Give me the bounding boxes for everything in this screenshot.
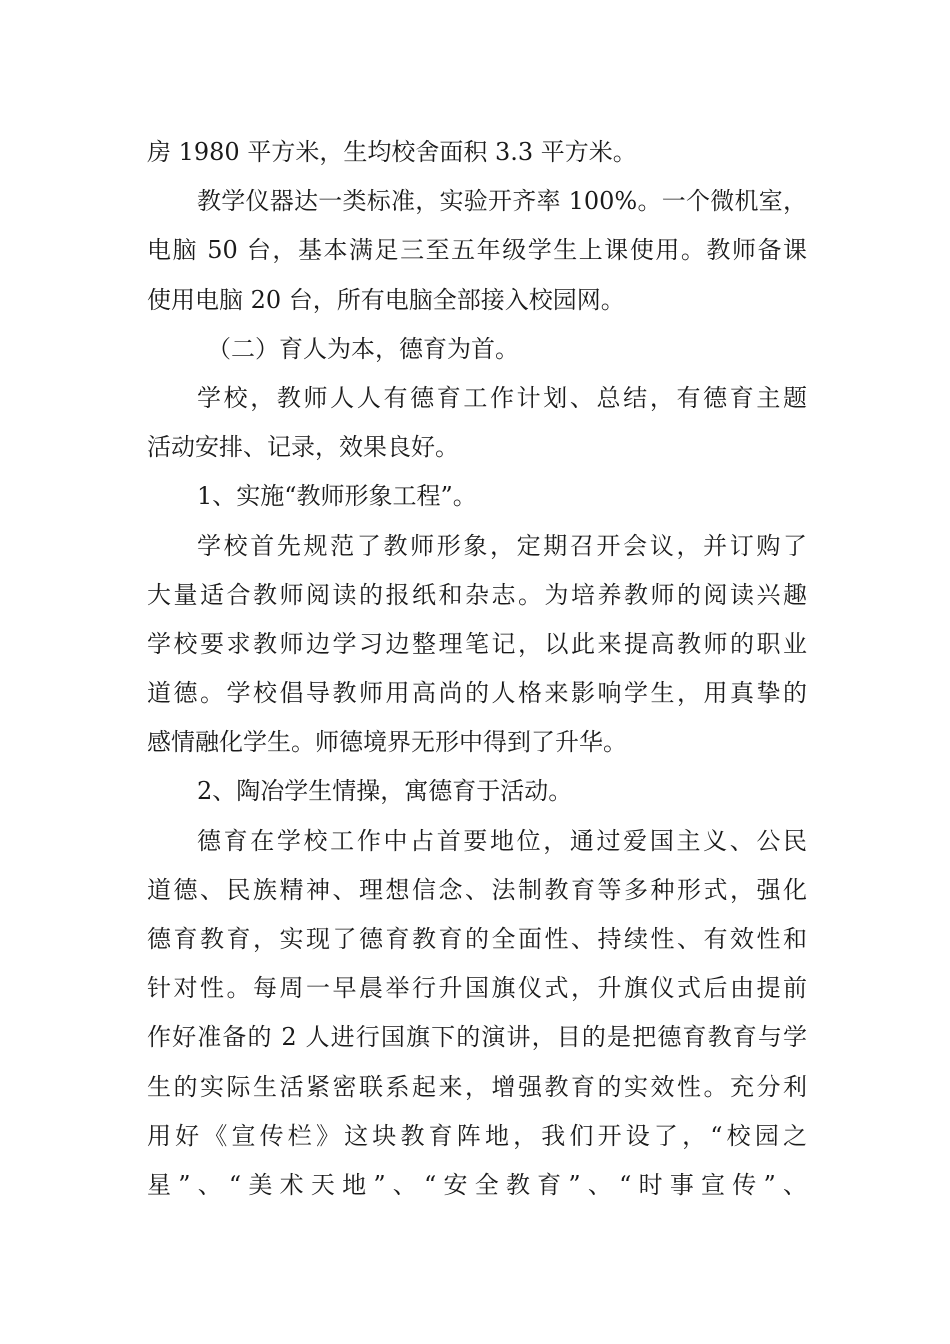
subsection-heading: 1、实施“教师形象工程”。: [197, 482, 477, 511]
subsection-heading: 2、陶冶学生情操，寓德育于活动。: [197, 777, 573, 806]
text-line: 房 1980 平方米，生均校舍面积 3.3 平方米。: [147, 138, 637, 166]
text-line: 道德、民族精神、理想信念、法制教育等多种形式，强化: [147, 875, 807, 904]
text-line: 学校，教师人人有德育工作计划、总结，有德育主题: [197, 383, 807, 412]
text-line: 作好准备的 2 人进行国旗下的演讲，目的是把德育教育与学: [147, 1023, 807, 1052]
text-line: 使用电脑 20 台，所有电脑全部接入校园网。: [147, 285, 625, 314]
text-line: 德育在学校工作中占首要地位，通过爱国主义、公民: [197, 826, 807, 855]
text-line: 用好《宣传栏》这块教育阵地，我们开设了，“校园之: [147, 1121, 807, 1150]
text-line: 学校要求教师边学习边整理笔记，以此来提高教师的职业: [147, 629, 807, 658]
text-line: 教学仪器达一类标准，实验开齐率 100%。一个微机室，: [197, 187, 807, 216]
text-line: 大量适合教师阅读的报纸和杂志。为培养教师的阅读兴趣: [147, 580, 807, 609]
text-line: 感情融化学生。师德境界无形中得到了升华。: [147, 728, 627, 757]
section-heading: （二）育人为本，德育为首。: [207, 334, 519, 363]
text-line: 生的实际生活紧密联系起来，增强教育的实效性。充分利: [147, 1072, 807, 1101]
document-body: [147, 128, 807, 1210]
text-line: 星”、“美术天地”、“安全教育”、“时事宣传”、: [147, 1170, 807, 1199]
text-line: 学校首先规范了教师形象，定期召开会议，并订购了: [197, 531, 807, 560]
text-line: 道德。学校倡导教师用高尚的人格来影响学生，用真挚的: [147, 679, 807, 708]
text-line: 电脑 50 台，基本满足三至五年级学生上课使用。教师备课: [147, 236, 807, 265]
text-line: 活动安排、记录，效果良好。: [147, 433, 459, 462]
text-line: 德育教育，实现了德育教育的全面性、持续性、有效性和: [147, 925, 807, 953]
text-line: 针对性。每周一早晨举行升国旗仪式，升旗仪式后由提前: [147, 974, 807, 1003]
